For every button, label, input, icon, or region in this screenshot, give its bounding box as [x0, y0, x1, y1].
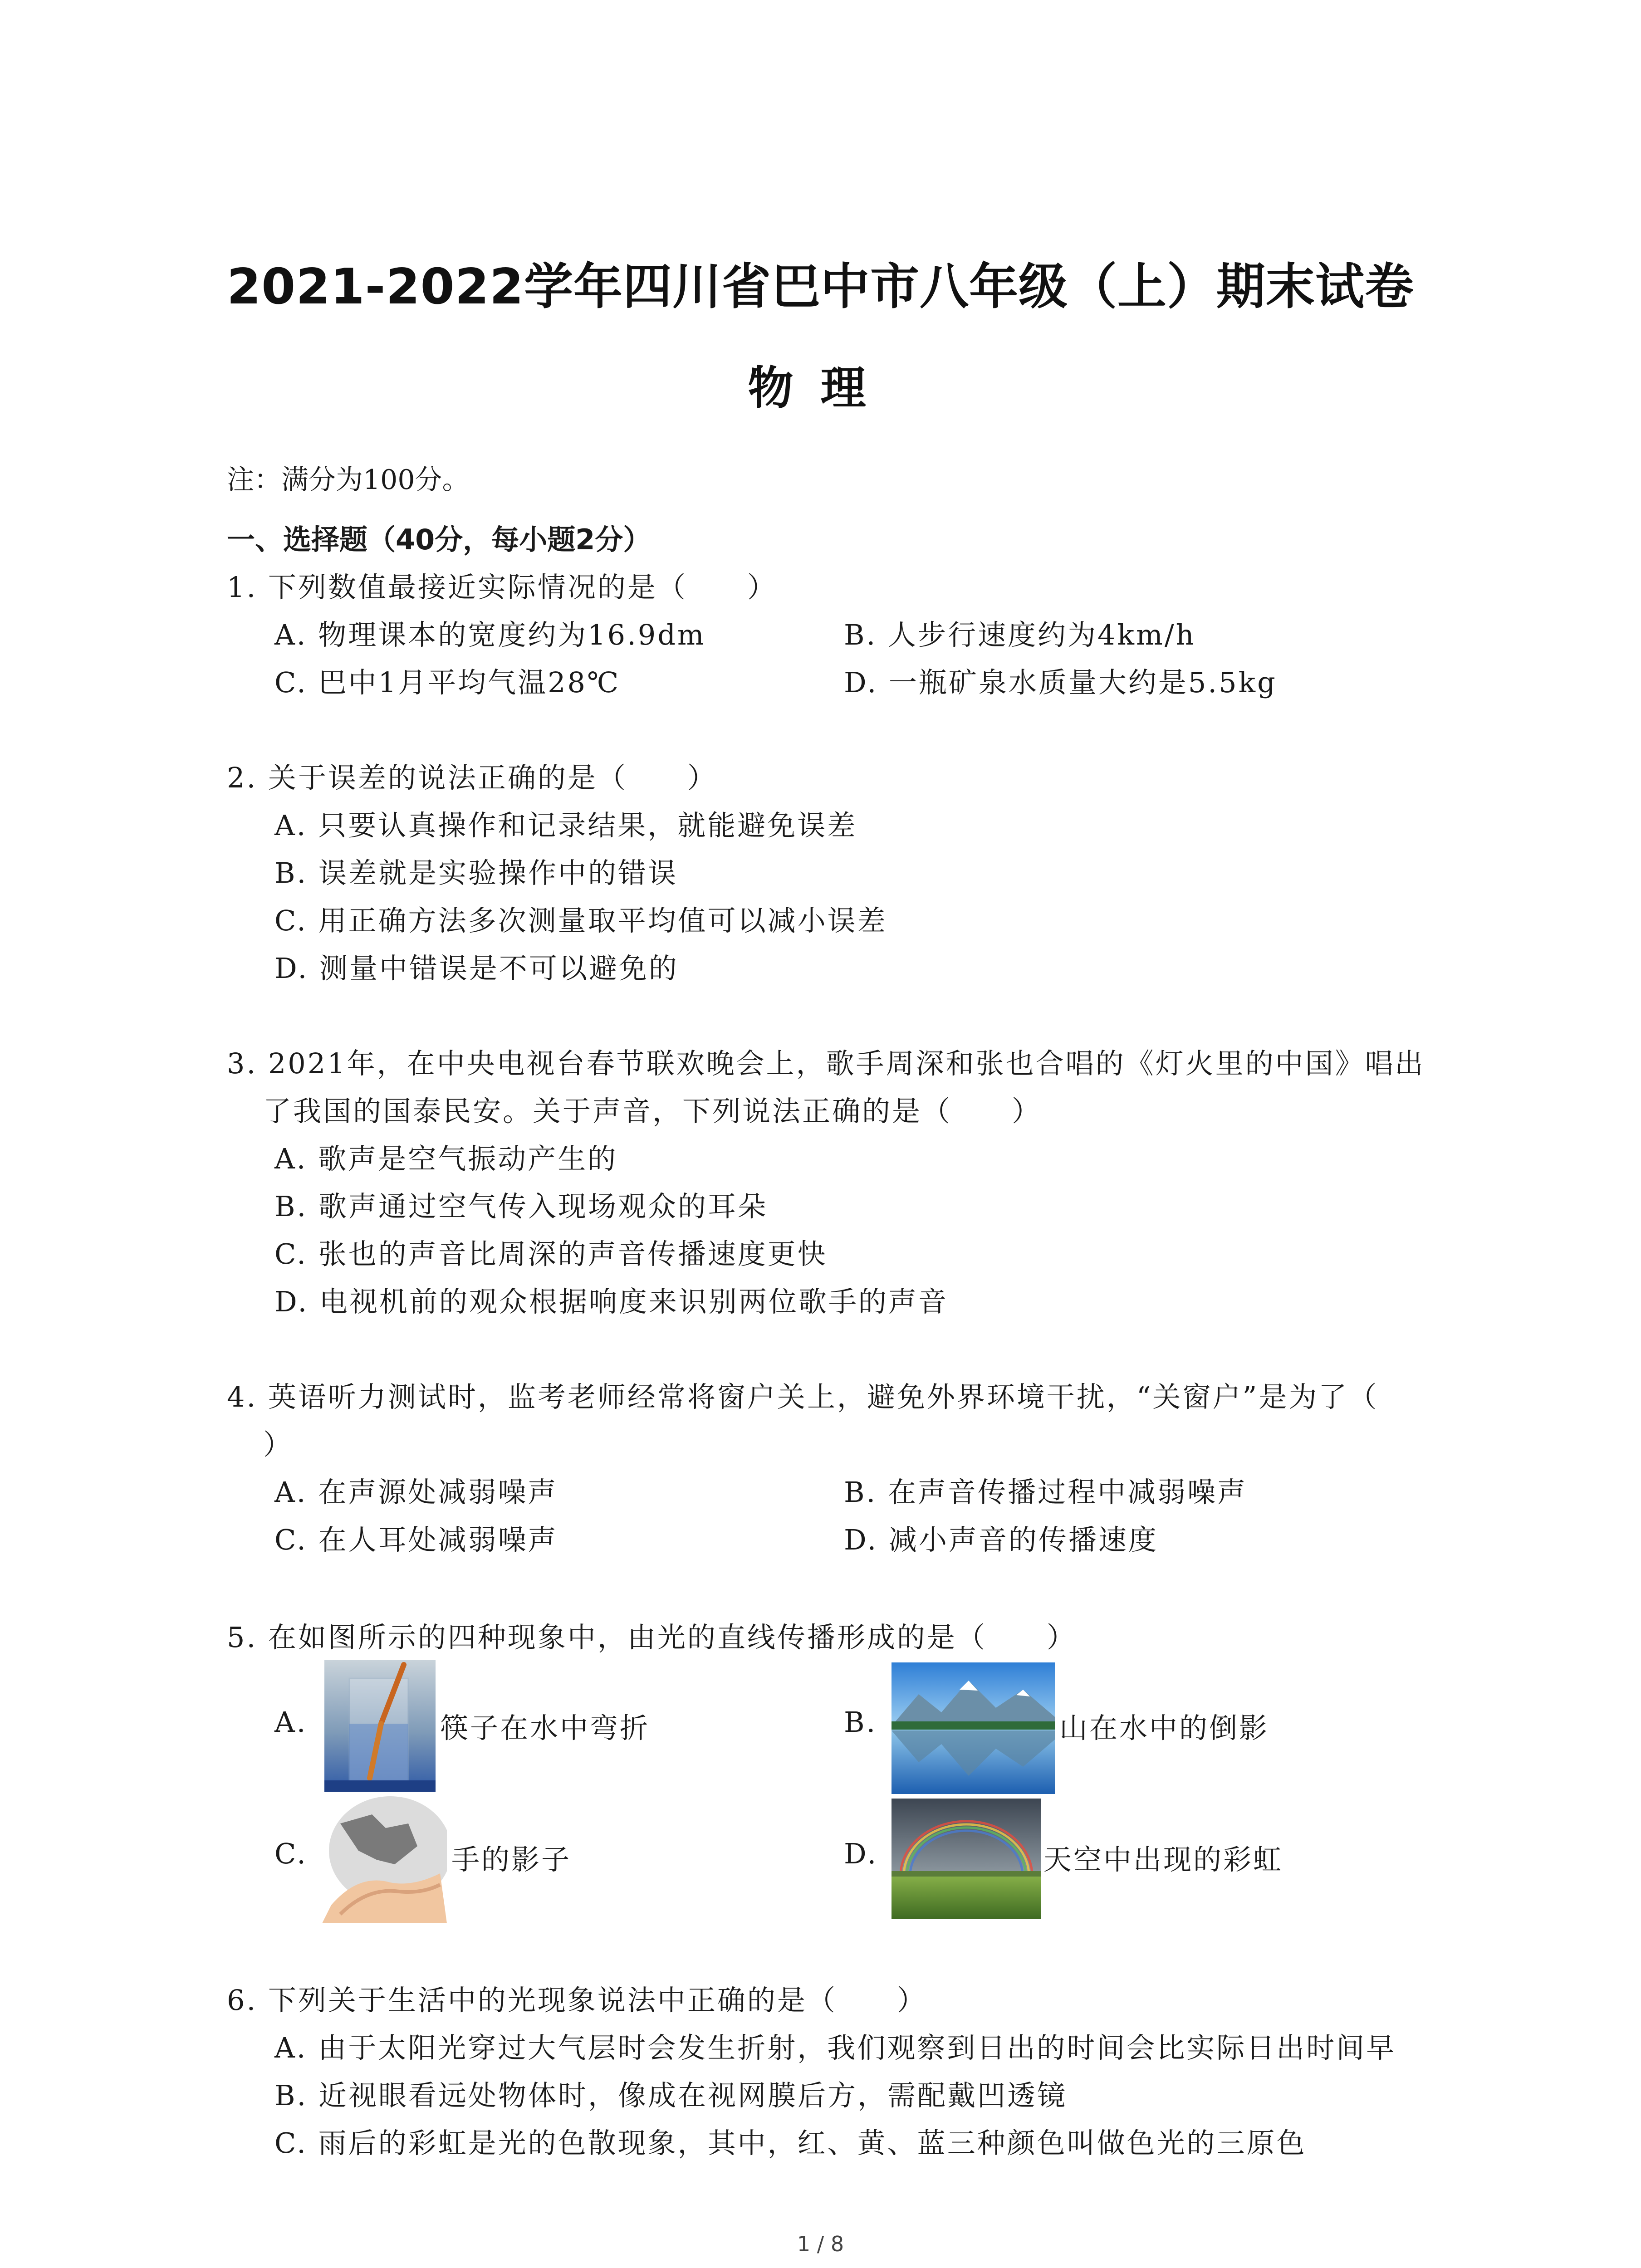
question-4-option-a: A. 在声源处减弱噪声 [274, 1476, 558, 1509]
question-5-option-a-text: 筷子在水中弯折 [440, 1711, 650, 1745]
question-4-stem-line2: ） [263, 1428, 294, 1461]
question-5-option-d-letter: D. [844, 1837, 878, 1870]
question-5-option-a-letter: A. [274, 1706, 308, 1739]
question-2-option-b: B. 误差就是实验操作中的错误 [274, 856, 678, 890]
question-5-option-d-text: 天空中出现的彩虹 [1043, 1843, 1283, 1876]
subject-title: 物理 [748, 362, 893, 415]
chopsticks-in-water-image [324, 1660, 436, 1792]
question-1-option-b: B. 人步行速度约为4km/h [844, 618, 1196, 651]
section-title: 一、选择题（40分，每小题2分） [227, 523, 652, 556]
question-3-option-a: A. 歌声是空气振动产生的 [274, 1142, 618, 1175]
question-6-stem: 6. 下列关于生活中的光现象说法中正确的是（ ） [227, 1984, 927, 2017]
question-5-option-c-text: 手的影子 [451, 1843, 572, 1876]
question-1-option-c: C. 巴中1月平均气温28℃ [274, 666, 621, 699]
question-3-option-b: B. 歌声通过空气传入现场观众的耳朵 [274, 1190, 768, 1223]
hand-shadow-image [322, 1796, 447, 1923]
question-2-option-d: D. 测量中错误是不可以避免的 [274, 952, 679, 985]
rainbow-image [892, 1799, 1041, 1919]
exam-title: 2021-2022学年四川省巴中市八年级（上）期末试卷 [227, 259, 1414, 315]
question-4-option-b: B. 在声音传播过程中减弱噪声 [844, 1476, 1247, 1509]
question-1-stem: 1. 下列数值最接近实际情况的是（ ） [227, 571, 777, 604]
question-2-option-a: A. 只要认真操作和记录结果，就能避免误差 [274, 809, 857, 842]
question-3-option-c: C. 张也的声音比周深的声音传播速度更快 [274, 1237, 828, 1271]
score-note: 注：满分为100分。 [227, 464, 470, 496]
question-4-option-d: D. 减小声音的传播速度 [844, 1523, 1158, 1556]
question-5-option-b-text: 山在水中的倒影 [1059, 1711, 1269, 1745]
question-6-option-a: A. 由于太阳光穿过大气层时会发生折射，我们观察到日出的时间会比实际日出时间早 [274, 2031, 1396, 2064]
question-5-option-c-letter: C. [274, 1837, 308, 1870]
question-5-option-b-letter: B. [844, 1706, 877, 1739]
question-2-stem: 2. 关于误差的说法正确的是（ ） [227, 761, 717, 794]
question-3-stem-line2: 了我国的国泰民安。关于声音，下列说法正确的是（ ） [263, 1095, 1042, 1128]
page-number: 1 / 8 [797, 2232, 844, 2256]
question-1-option-d: D. 一瓶矿泉水质量大约是5.5kg [844, 666, 1277, 699]
question-2-option-c: C. 用正确方法多次测量取平均值可以减小误差 [274, 904, 887, 937]
mountain-reflection-image [892, 1662, 1055, 1794]
question-4-stem-line1: 4. 英语听力测试时，监考老师经常将窗户关上，避免外界环境干扰，“关窗户”是为了（ [227, 1380, 1379, 1413]
question-6-option-b: B. 近视眼看远处物体时，像成在视网膜后方，需配戴凹透镜 [274, 2079, 1067, 2112]
question-4-option-c: C. 在人耳处减弱噪声 [274, 1523, 558, 1556]
question-3-stem-line1: 3. 2021年，在中央电视台春节联欢晚会上，歌手周深和张也合唱的《灯火里的中国》唱出 [227, 1047, 1425, 1080]
question-3-option-d: D. 电视机前的观众根据响度来识别两位歌手的声音 [274, 1285, 948, 1318]
question-5-stem: 5. 在如图所示的四种现象中，由光的直线传播形成的是（ ） [227, 1621, 1077, 1654]
question-1-option-a: A. 物理课本的宽度约为16.9dm [274, 618, 706, 651]
question-6-option-c: C. 雨后的彩虹是光的色散现象，其中，红、黄、蓝三种颜色叫做色光的三原色 [274, 2126, 1307, 2160]
